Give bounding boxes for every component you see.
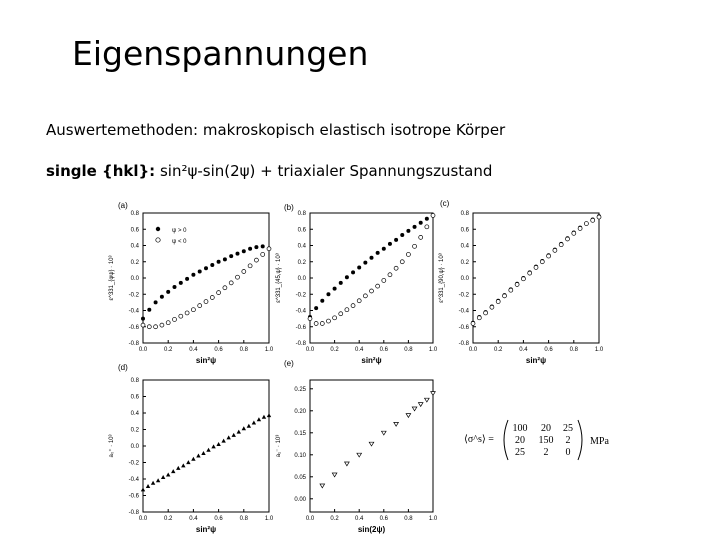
data-point-open [267, 247, 271, 251]
data-point-open [584, 222, 588, 226]
data-point-filled [248, 247, 252, 251]
data-point-filled [223, 257, 227, 261]
data-point-open [431, 213, 435, 217]
legend-marker-filled [156, 227, 160, 231]
y-tick-label: 0.8 [130, 211, 139, 217]
data-point-filled [363, 261, 367, 265]
y-tick-label: 0.0 [130, 276, 139, 282]
tensor-label: ⟨σ^s⟩ = [464, 434, 494, 445]
data-point-open [339, 312, 343, 316]
data-point-open [147, 325, 151, 329]
data-point-open [425, 225, 429, 229]
x-tick-label: 0.0 [305, 516, 315, 522]
data-point-filled [357, 265, 361, 269]
x-tick-label: 0.6 [214, 516, 223, 522]
y-tick-label: 0.0 [460, 276, 469, 282]
data-point-open [503, 294, 507, 298]
data-point-open [540, 260, 544, 264]
data-point-open [185, 311, 189, 315]
method-line: Auswertemethoden: makroskopisch elastisch isotrope Körper [46, 121, 506, 139]
data-point-triangle [161, 475, 165, 479]
data-point-open [484, 311, 488, 315]
y-tick-label: 0.6 [297, 227, 306, 234]
data-point-open [357, 299, 361, 303]
data-point-open [521, 277, 525, 281]
data-point-filled [320, 299, 324, 303]
data-point-filled [147, 308, 151, 312]
data-point-filled [339, 281, 343, 285]
data-point-open [217, 291, 221, 295]
x-tick-label: 0.2 [330, 347, 339, 353]
data-point-triangle [252, 421, 256, 425]
panel-label: (b) [284, 203, 294, 212]
data-point-triangle-open [418, 403, 423, 407]
x-axis-label: sin²ψ [195, 356, 217, 365]
chart-panel-4 [108, 363, 274, 534]
chart-panel-1 [109, 201, 274, 365]
data-point-open [166, 321, 170, 325]
x-tick-label: 0.2 [164, 347, 173, 353]
data-point-open [242, 270, 246, 274]
data-point-triangle [232, 433, 236, 437]
data-point-filled [351, 270, 355, 274]
data-point-open [400, 260, 404, 264]
data-point-open [496, 300, 500, 304]
tensor-entry: 0 [565, 447, 571, 458]
y-tick-label: -0.6 [458, 324, 469, 331]
data-point-triangle-open [357, 453, 362, 457]
data-point-open [198, 304, 202, 308]
x-axis-label: sin²ψ [525, 356, 547, 365]
y-tick-label: -0.2 [458, 292, 469, 299]
data-point-open [382, 278, 386, 282]
data-point-triangle [262, 415, 266, 419]
data-point-triangle-open [425, 398, 430, 402]
x-tick-label: 0.4 [189, 516, 198, 522]
data-point-open [509, 288, 513, 292]
y-tick-label: 0.20 [294, 408, 306, 415]
y-tick-label: 0.8 [297, 211, 306, 217]
y-tick-label: 0.2 [460, 259, 469, 266]
data-point-filled [160, 295, 164, 299]
data-point-open [406, 252, 410, 256]
data-point-triangle [196, 454, 200, 458]
tensor-unit: MPa [590, 436, 609, 447]
y-tick-label: -0.8 [128, 341, 139, 347]
y-tick-label: 0.2 [130, 427, 139, 434]
x-axis-label: sin(2ψ) [357, 525, 386, 534]
data-point-open [160, 323, 164, 327]
tensor-entry: 20 [515, 435, 525, 446]
data-point-filled [406, 229, 410, 233]
y-tick-label: -0.2 [128, 460, 139, 467]
data-point-filled [370, 256, 374, 260]
x-tick-label: 0.8 [404, 516, 413, 522]
data-point-triangle-open [320, 484, 325, 488]
data-point-filled [198, 270, 202, 274]
data-point-filled [217, 260, 221, 264]
data-point-triangle-open [382, 431, 387, 435]
data-point-filled [382, 247, 386, 251]
y-tick-label: 0.25 [294, 386, 306, 393]
data-point-triangle [146, 484, 150, 488]
y-axis-label: a₁⁻ · 10³ [276, 434, 282, 458]
data-point-open [254, 258, 258, 262]
y-tick-label: -0.6 [128, 493, 139, 500]
y-tick-label: 0.0 [130, 444, 139, 450]
y-tick-label: -0.8 [458, 341, 469, 347]
y-axis-label: ε^331_{45,ψ} · 10³ [276, 253, 282, 303]
chart-panel-5 [276, 359, 438, 534]
data-point-triangle-open [332, 473, 337, 477]
tensor-entry: 25 [563, 423, 573, 434]
panel-label: (a) [118, 201, 128, 210]
data-point-triangle [156, 478, 160, 482]
y-tick-label: 0.8 [130, 378, 139, 384]
data-point-filled [236, 252, 240, 256]
data-point-filled [425, 217, 429, 221]
data-point-triangle [141, 487, 145, 491]
data-point-open [345, 308, 349, 312]
data-point-open [534, 265, 538, 269]
y-tick-label: 0.2 [130, 259, 139, 266]
data-point-open [363, 294, 367, 298]
data-point-triangle [216, 442, 220, 446]
data-point-triangle-open [412, 407, 417, 411]
data-point-filled [261, 244, 265, 248]
data-point-filled [326, 292, 330, 296]
data-point-triangle [166, 472, 170, 476]
x-tick-label: 0.2 [330, 516, 339, 522]
data-point-triangle-open [406, 414, 411, 418]
data-point-triangle [171, 469, 175, 473]
y-tick-label: 0.0 [297, 276, 306, 282]
legend-label-negative: ψ < 0 [172, 239, 187, 245]
stress-tensor [464, 420, 609, 460]
data-point-open [191, 308, 195, 312]
data-point-open [578, 226, 582, 230]
data-point-open [419, 235, 423, 239]
data-point-open [394, 266, 398, 270]
data-point-triangle [211, 444, 215, 448]
data-point-open [553, 248, 557, 252]
data-point-filled [242, 249, 246, 253]
data-point-triangle [226, 435, 230, 439]
x-tick-label: 0.8 [239, 516, 248, 522]
data-point-triangle [257, 417, 261, 421]
data-point-filled [179, 281, 183, 285]
data-point-open [490, 305, 494, 309]
data-point-open [261, 252, 265, 256]
x-tick-label: 0.2 [494, 347, 503, 353]
data-point-filled [400, 233, 404, 237]
data-point-triangle [181, 463, 185, 467]
data-point-open [388, 273, 392, 277]
x-tick-label: 0.2 [164, 516, 173, 522]
single-hkl-label: single {hkl}: [46, 162, 156, 180]
tensor-entry: 20 [541, 423, 551, 434]
data-point-triangle [206, 448, 210, 452]
legend [156, 227, 187, 245]
x-tick-label: 1.0 [428, 347, 438, 353]
y-tick-label: 0.6 [460, 227, 469, 234]
data-point-open [528, 271, 532, 275]
y-tick-label: 0.6 [130, 394, 139, 401]
y-axis-label: a₀⁺ · 10³ [109, 434, 115, 458]
y-axis-label: ε^331_{φψ} · 10³ [109, 255, 115, 301]
x-tick-label: 1.0 [264, 347, 274, 353]
x-tick-label: 0.6 [379, 516, 388, 522]
data-point-open [547, 254, 551, 258]
y-tick-label: 0.00 [294, 496, 306, 503]
x-tick-label: 1.0 [428, 516, 438, 522]
y-tick-label: -0.6 [295, 324, 306, 331]
data-point-open [559, 243, 563, 247]
x-tick-label: 0.8 [569, 347, 578, 353]
data-point-open [376, 284, 380, 288]
data-point-open [572, 231, 576, 235]
data-point-open [173, 317, 177, 321]
y-tick-label: 0.6 [130, 227, 139, 234]
data-point-triangle [201, 451, 205, 455]
y-tick-label: 0.8 [460, 211, 469, 217]
y-tick-label: -0.2 [295, 292, 306, 299]
data-point-open [333, 316, 337, 320]
data-point-triangle [176, 466, 180, 470]
x-tick-label: 0.4 [355, 347, 364, 353]
y-tick-label: -0.4 [458, 308, 469, 315]
data-point-filled [419, 221, 423, 225]
tensor-entry: 25 [515, 447, 525, 458]
data-point-filled [376, 251, 380, 255]
data-point-open [370, 289, 374, 293]
right-bracket [578, 420, 582, 460]
data-point-open [471, 322, 475, 326]
legend-label-positive: ψ > 0 [172, 228, 187, 234]
data-point-filled [388, 242, 392, 246]
data-point-open [326, 319, 330, 323]
data-point-filled [229, 254, 233, 258]
data-point-open [308, 317, 312, 321]
x-tick-label: 0.6 [544, 347, 553, 353]
data-point-filled [154, 300, 158, 304]
data-point-triangle [242, 426, 246, 430]
data-point-filled [345, 275, 349, 279]
data-point-triangle-open [394, 422, 399, 426]
data-point-filled [166, 290, 170, 294]
x-tick-label: 0.0 [305, 347, 315, 353]
y-tick-label: 0.4 [130, 243, 139, 250]
x-axis-label: sin²ψ [195, 525, 217, 534]
data-point-triangle [151, 481, 155, 485]
y-tick-label: -0.6 [128, 324, 139, 331]
data-point-open [248, 264, 252, 268]
x-tick-label: 0.4 [519, 347, 528, 353]
left-bracket [504, 420, 508, 460]
slide-title: Eigenspannungen [72, 34, 369, 73]
data-point-filled [413, 225, 417, 229]
data-point-open [515, 283, 519, 287]
data-point-open [597, 215, 601, 219]
x-tick-label: 0.6 [214, 347, 223, 353]
data-point-triangle-open [369, 442, 374, 446]
x-tick-label: 0.0 [468, 347, 478, 353]
plot-frame [143, 380, 269, 512]
x-tick-label: 0.8 [404, 347, 413, 353]
data-point-open [141, 323, 145, 327]
y-tick-label: 0.10 [294, 452, 306, 459]
tensor-entry: 2 [565, 435, 571, 446]
plot-frame [473, 213, 599, 343]
y-tick-label: 0.05 [294, 474, 306, 481]
x-tick-label: 1.0 [264, 516, 274, 522]
tensor-entry: 150 [538, 435, 554, 446]
data-point-open [204, 300, 208, 304]
y-tick-label: -0.4 [295, 308, 306, 315]
plot-frame [310, 213, 433, 343]
data-point-triangle [191, 457, 195, 461]
tensor-entry: 2 [543, 447, 549, 458]
y-tick-label: -0.8 [128, 510, 139, 516]
chart-panel-2 [276, 203, 438, 365]
y-tick-label: 0.4 [297, 243, 306, 250]
panel-label: (c) [440, 199, 450, 208]
data-point-open [179, 314, 183, 318]
x-tick-label: 0.4 [355, 516, 364, 522]
y-tick-label: -0.8 [295, 341, 306, 347]
data-point-triangle-open [431, 392, 436, 396]
data-point-filled [333, 287, 337, 291]
data-point-open [154, 325, 158, 329]
data-point-open [591, 218, 595, 222]
y-axis-label: ε^331_{90,ψ} · 10³ [439, 253, 445, 303]
data-point-open [351, 304, 355, 308]
data-point-filled [204, 266, 208, 270]
data-point-triangle [186, 460, 190, 464]
y-tick-label: 0.2 [297, 259, 306, 266]
y-tick-label: -0.4 [128, 477, 139, 483]
data-point-triangle [221, 439, 225, 443]
data-point-filled [173, 285, 177, 289]
data-point-open [320, 322, 324, 326]
data-point-open [236, 275, 240, 279]
data-point-open [229, 281, 233, 285]
y-tick-label: -0.2 [128, 292, 139, 299]
x-tick-label: 0.8 [239, 347, 248, 353]
x-tick-label: 1.0 [594, 347, 604, 353]
data-point-triangle [267, 413, 271, 417]
x-tick-label: 0.0 [138, 347, 148, 353]
y-tick-label: -0.4 [128, 308, 139, 315]
x-axis-label: sin²ψ [361, 356, 382, 365]
x-tick-label: 0.4 [189, 347, 198, 353]
y-tick-label: 0.4 [460, 243, 469, 250]
x-tick-label: 0.0 [138, 516, 148, 522]
single-hkl-text: sin²ψ-sin(2ψ) + triaxialer Spannungszustand [155, 162, 493, 180]
data-point-filled [210, 263, 214, 267]
legend-marker-open [156, 238, 160, 242]
data-point-filled [314, 306, 318, 310]
y-tick-label: 0.15 [294, 430, 306, 437]
data-point-open [210, 296, 214, 300]
x-tick-label: 0.6 [379, 347, 388, 353]
data-point-open [413, 244, 417, 248]
tensor-entry: 100 [512, 423, 528, 434]
data-point-open [566, 237, 570, 241]
panel-label: (d) [118, 363, 128, 372]
data-point-filled [185, 277, 189, 281]
data-point-open [477, 316, 481, 320]
y-tick-label: 0.4 [130, 411, 139, 417]
data-point-triangle-open [345, 462, 350, 466]
data-point-triangle [237, 430, 241, 434]
data-point-filled [394, 238, 398, 242]
data-point-open [314, 322, 318, 326]
data-point-open [223, 286, 227, 290]
data-point-filled [254, 245, 258, 249]
data-point-triangle [247, 424, 251, 428]
chart-panel-3 [439, 199, 604, 365]
data-point-filled [141, 317, 145, 321]
panel-label: (e) [284, 359, 294, 368]
data-point-filled [191, 273, 195, 277]
